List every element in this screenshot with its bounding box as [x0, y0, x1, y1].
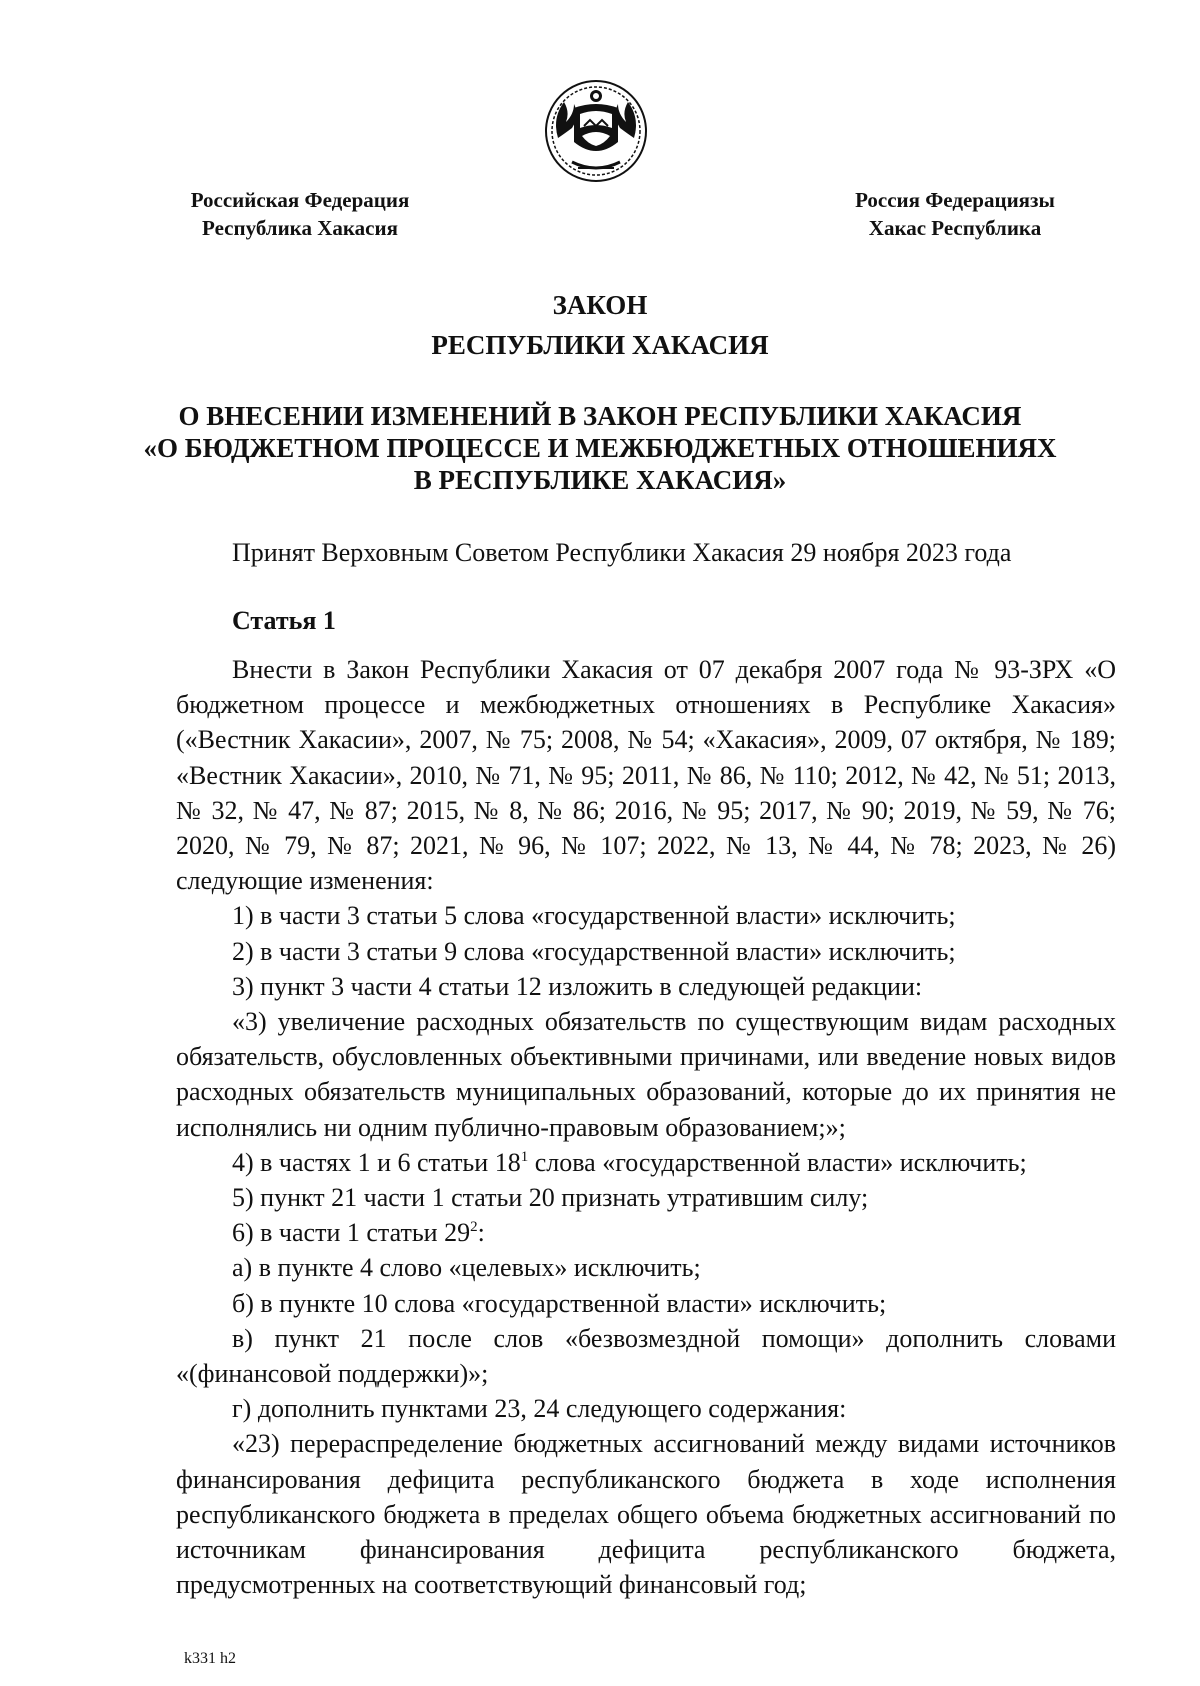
paragraph-item-6b: б) в пункте 10 слова «государственной власти» исключить;: [232, 1288, 887, 1318]
paragraph-item-3: 3) пункт 3 части 4 статьи 12 изложить в следующей редакции:: [232, 971, 923, 1001]
paragraph-item-1: 1) в части 3 статьи 5 слова «государственной власти» исключить;: [232, 901, 956, 931]
paragraph-item-6a: а) в пункте 4 слово «целевых» исключить;: [232, 1253, 701, 1283]
paragraph-intro: Внести в Закон Республики Хакасия от 07 декабря 2007 года № 93-ЗРХ «О бюджетном процессе и межбюджетных отношениях в Республике Хакасия» («Вестник Хакасии», 2007, № 75; 2008, № 54; «Хакасия», 2009, 07 октября, № 189; «Вестник Хакасии», 2010, № 71, № 95; 2011, № 86, № 110; 2012, № 42, № 51; 2013, № 32, № 47, № 87; 2015, № 8, № 86; 2016, № 95; 2017, № 90; 2019, № 59, № 76; 2020, № 79, № 87; 2021, № 96, № 107; 2022, № 13, № 44, № 78; 2023, № 26) следующие изменения:: [176, 655, 1116, 896]
document-heading-line3: В РЕСПУБЛИКЕ ХАКАСИЯ»: [413, 465, 787, 495]
item-6-superscript: 2: [470, 1219, 478, 1236]
item-6-text-end: :: [477, 1218, 485, 1248]
law-title-line1: ЗАКОН: [552, 290, 648, 320]
article-heading: Статья 1: [232, 606, 336, 635]
paragraph-item-2: 2) в части 3 статьи 9 слова «государственной власти» исключить;: [232, 936, 956, 966]
paragraph-item-6g: г) дополнить пунктами 23, 24 следующего содержания:: [232, 1394, 847, 1424]
header-right-line1: Россия Федерациязы: [855, 188, 1055, 212]
header-right-line2: Хакас Республика: [868, 216, 1042, 240]
document-heading-line1: О ВНЕСЕНИИ ИЗМЕНЕНИЙ В ЗАКОН РЕСПУБЛИКИ ХАКАСИЯ: [178, 401, 1022, 431]
item-4-text-end: слова «государственной власти» исключить;: [528, 1147, 1027, 1177]
paragraph-item-3-text: «3) увеличение расходных обязательств по существующим видам расходных обязательств, обусловленных объективными причинами, или введение новых видов расходных обязательств муниципальных образований, которые до их принятия не исполнялись ни одним публично-правовым образованием;»;: [176, 1007, 1116, 1142]
document-heading: [140, 400, 1060, 496]
footer-document-code: k331 h2: [184, 1650, 236, 1667]
paragraph-item-23: «23) перераспределение бюджетных ассигнований между видами источников финансирования дефицита республиканского бюджета в ходе исполнения республиканского бюджета в пределах общего объема бюджетных ассигнований по источникам финансирования дефицита республиканского бюджета, предусмотренных на соответствующий финансовый год;: [176, 1429, 1116, 1600]
item-4-superscript: 1: [520, 1148, 529, 1165]
paragraph-item-4: [176, 1145, 1116, 1180]
article-body: [176, 652, 1116, 1602]
header-left-line2: Республика Хакасия: [202, 216, 398, 240]
header-right-block: [805, 186, 1105, 242]
item-4-text-start: 4) в частях 1 и 6 статьи 18: [232, 1147, 521, 1177]
paragraph-item-6: [176, 1215, 1116, 1250]
coat-of-arms-emblem: [544, 78, 648, 184]
law-title-line2: РЕСПУБЛИКИ ХАКАСИЯ: [431, 330, 769, 360]
item-6-text-start: 6) в части 1 статьи 29: [232, 1218, 471, 1248]
header-left-block: [140, 186, 460, 242]
paragraph-item-5: 5) пункт 21 части 1 статьи 20 признать утратившим силу;: [232, 1183, 869, 1213]
document-heading-line2: «О БЮДЖЕТНОМ ПРОЦЕССЕ И МЕЖБЮДЖЕТНЫХ ОТНОШЕНИЯХ: [143, 433, 1057, 463]
header-left-line1: Российская Федерация: [190, 188, 410, 212]
adoption-statement: Принят Верховным Советом Республики Хакасия 29 ноября 2023 года: [232, 538, 1012, 567]
paragraph-item-6v: в) пункт 21 после слов «безвозмездной помощи» дополнить словами «(финансовой поддержки)»;: [176, 1323, 1116, 1389]
